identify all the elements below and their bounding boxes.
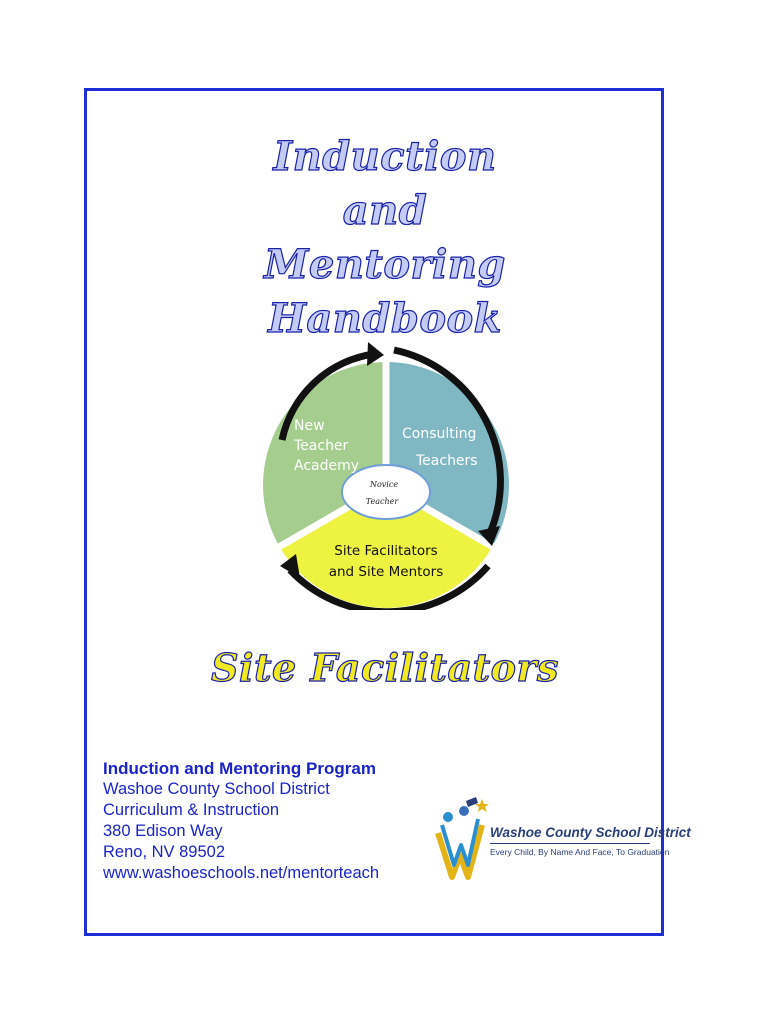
title-line-4: Handbook xyxy=(268,295,502,342)
city-state-zip: Reno, NV 89502 xyxy=(103,843,226,861)
district-logo-rule xyxy=(490,843,650,844)
district-logo-mark-icon xyxy=(430,795,492,885)
center-label-line-1: Novice xyxy=(369,480,399,489)
district-logo-name: Washoe County School District xyxy=(490,825,691,840)
label-academy: Academy xyxy=(294,458,360,474)
label-consulting: Consulting xyxy=(402,426,477,442)
contact-address xyxy=(103,758,379,884)
label-teacher: Teacher xyxy=(294,438,349,454)
program-name: Induction and Mentoring Program xyxy=(103,759,376,778)
district-logo-tagline: Every Child, By Name And Face, To Graduation xyxy=(490,847,670,857)
street-address: 380 Edison Way xyxy=(103,822,223,840)
label-site-mentors: and Site Mentors xyxy=(328,564,444,580)
label-teachers: Teachers xyxy=(416,453,478,469)
department-name: Curriculum & Instruction xyxy=(103,801,280,819)
title-line-2: and xyxy=(342,187,428,234)
title-line-3: Mentoring xyxy=(264,241,506,288)
district-logo xyxy=(430,795,691,885)
mentoring-cycle-diagram xyxy=(256,340,516,610)
center-label-line-2: Teacher xyxy=(365,497,399,506)
handbook-subtitle: Site Facilitators xyxy=(211,645,559,690)
handbook-title xyxy=(0,130,770,346)
district-name: Washoe County School District xyxy=(103,780,330,798)
label-site-facilitators: Site Facilitators xyxy=(334,543,438,559)
label-new: New xyxy=(294,418,325,434)
title-line-1: Induction xyxy=(273,133,497,180)
website-url[interactable]: www.washoeschools.net/mentorteach xyxy=(103,864,380,882)
